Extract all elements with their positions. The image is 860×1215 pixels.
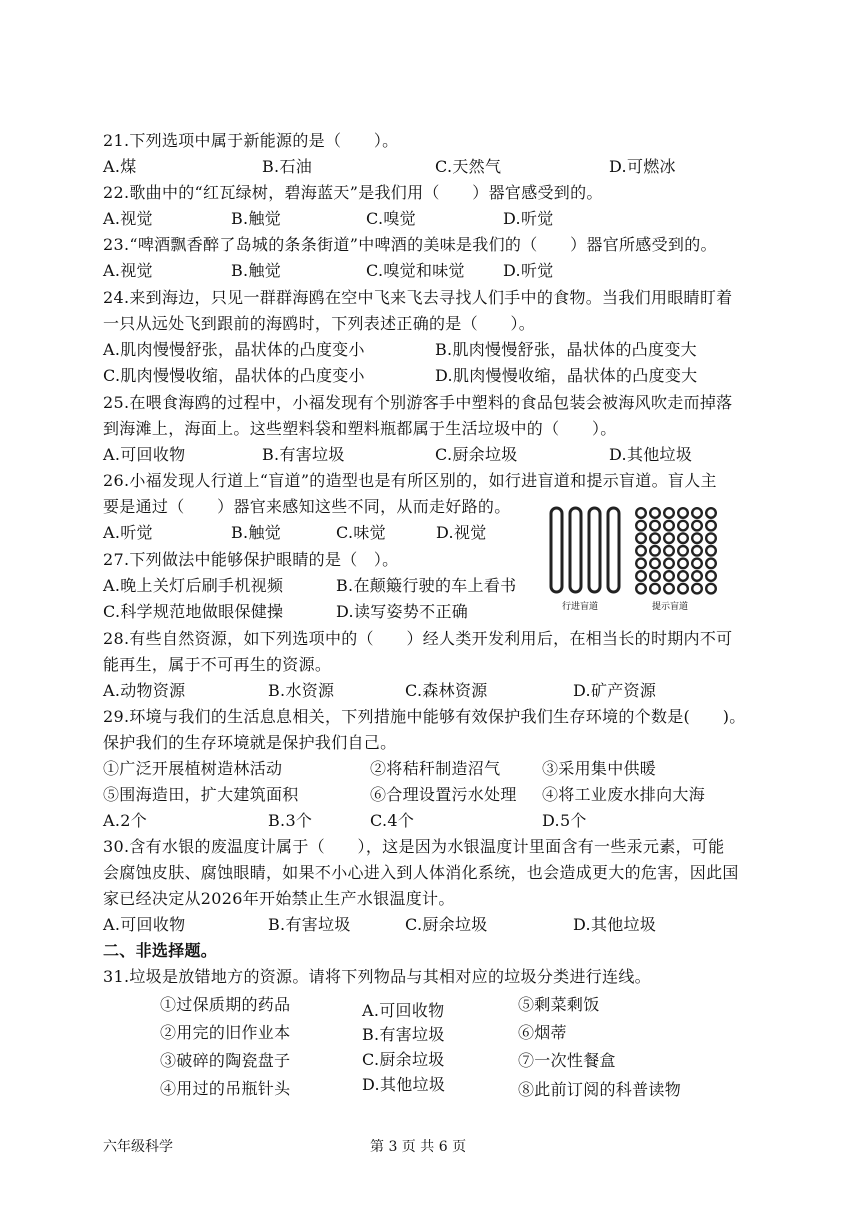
q25-option-b: B.有害垃圾 (262, 445, 345, 464)
q31-category: C.厨余垃圾 (362, 1050, 445, 1069)
warning-dot (678, 546, 688, 556)
warning-dot (650, 508, 660, 518)
q23-stem: 23.“啤酒飘香醉了岛城的条条街道”中啤酒的美味是我们的（ ）器官所感受到的。 (103, 235, 717, 254)
q22-option-c: C.嗅觉 (366, 209, 416, 228)
q29-option-d: D.5个 (542, 811, 587, 830)
warning-dot (678, 559, 688, 569)
q28-stem-1: 28.有些自然资源，如下列选项中的（ ）经人类开发利用后，在相当长的时期内不可 (103, 629, 733, 648)
q31-right-item: ⑦一次性餐盒 (518, 1051, 616, 1070)
warning-dot (706, 533, 716, 543)
warning-dot (678, 521, 688, 531)
q31-left-item: ③破碎的陶瓷盘子 (160, 1051, 291, 1070)
warning-dot (664, 584, 674, 594)
warning-dot (678, 533, 688, 543)
warning-dot (636, 521, 646, 531)
q29-item-1: ①广泛开展植树造林活动 (103, 759, 283, 778)
warning-dot (650, 533, 660, 543)
q29-item-6: ⑥合理设置污水处理 (370, 785, 517, 804)
guiding-paving-label: 行进盲道 (562, 602, 599, 612)
q31-right-item: ⑧此前订阅的科普读物 (518, 1080, 682, 1099)
q29-item-4: ④将工业废水排向大海 (542, 785, 706, 804)
warning-dot (636, 571, 646, 581)
q29-option-c: C.4个 (370, 811, 415, 830)
q28-stem-2: 能再生，属于不可再生的资源。 (103, 655, 332, 674)
q30-option-b: B.有害垃圾 (268, 915, 351, 934)
q22-stem: 22.歌曲中的“红瓦绿树，碧海蓝天”是我们用（ ）器官感受到的。 (103, 183, 603, 202)
q29-option-a: A.2个 (103, 811, 148, 830)
q28-option-c: C.森林资源 (405, 681, 488, 700)
q21-option-d: D.可燃冰 (609, 157, 676, 176)
q31-category: B.有害垃圾 (362, 1025, 445, 1044)
warning-dot (636, 584, 646, 594)
q27-option-d: D.读写姿势不正确 (336, 602, 469, 621)
q27-option-c: C.科学规范地做眼保健操 (103, 602, 284, 621)
q30-stem-1: 30.含有水银的废温度计属于（ ），这是因为水银温度计里面含有一些汞元素，可能 (103, 837, 725, 856)
warning-dot (678, 571, 688, 581)
q29-stem-1: 29.环境与我们的生活息息相关，下列措施中能够有效保护我们生存环境的个数是( )。 (103, 707, 746, 726)
warning-dot (692, 521, 702, 531)
footer-subject: 六年级科学 (103, 1139, 173, 1155)
warning-dot (692, 546, 702, 556)
q25-option-d: D.其他垃圾 (609, 445, 693, 464)
q24-stem-1: 24.来到海边，只见一群群海鸥在空中飞来飞去寻找人们手中的食物。当我们用眼睛盯着 (103, 288, 733, 307)
section-heading: 二、非选择题。 (103, 941, 218, 960)
q31-category: D.其他垃圾 (362, 1075, 446, 1094)
q25-stem-2: 到海滩上，海面上。这些塑料袋和塑料瓶都属于生活垃圾中的（ ）。 (103, 419, 617, 438)
warning-dot (678, 508, 688, 518)
q30-stem-2: 会腐蚀皮肤、腐蚀眼睛，如果不小心进入到人体消化系统，也会造成更大的危害，因此国 (103, 863, 739, 882)
warning-paving-label: 提示盲道 (652, 602, 689, 612)
q23-option-d: D.听觉 (503, 261, 554, 280)
warning-dot (664, 533, 674, 543)
q26-option-b: B.触觉 (231, 523, 282, 542)
warning-dot (636, 546, 646, 556)
q24-option-c: C.肌肉慢慢收缩，晶状体的凸度变小 (103, 366, 365, 385)
warning-dot (664, 559, 674, 569)
warning-dot (664, 521, 674, 531)
q26-option-a: A.听觉 (103, 523, 153, 542)
q31-right-item: ⑤剩菜剩饭 (518, 995, 600, 1014)
q22-option-d: D.听觉 (503, 209, 554, 228)
q27-stem: 27.下列做法中能够保护眼睛的是（ ）。 (103, 550, 399, 569)
warning-dot (650, 521, 660, 531)
warning-dot (706, 521, 716, 531)
q23-option-b: B.触觉 (231, 261, 282, 280)
warning-dot (636, 508, 646, 518)
q24-option-b: B.肌肉慢慢舒张，晶状体的凸度变大 (435, 340, 697, 359)
q22-option-a: A.视觉 (103, 209, 153, 228)
warning-dot (650, 559, 660, 569)
warning-dot (706, 584, 716, 594)
q21-option-c: C.天然气 (435, 157, 502, 176)
q23-option-c: C.嗅觉和味觉 (366, 261, 465, 280)
warning-dot (636, 533, 646, 543)
q22-option-b: B.触觉 (231, 209, 282, 228)
q21-option-b: B.石油 (262, 157, 313, 176)
footer-page-number: 第 3 页 共 6 页 (370, 1139, 467, 1155)
tactile-paving-figure (548, 505, 722, 613)
q29-item-5: ⑤围海造田，扩大建筑面积 (103, 785, 299, 804)
q30-option-d: D.其他垃圾 (573, 915, 657, 934)
q30-option-c: C.厨余垃圾 (405, 915, 488, 934)
warning-dot (692, 533, 702, 543)
q25-stem-1: 25.在喂食海鸥的过程中，小福发现有个别游客手中塑料的食品包装会被海风吹走而掉落 (103, 393, 733, 412)
q26-option-d: D.视觉 (436, 523, 487, 542)
q29-stem-2: 保护我们的生存环境就是保护我们自己。 (103, 733, 397, 752)
q24-option-a: A.肌肉慢慢舒张，晶状体的凸度变小 (103, 340, 365, 359)
warning-dot (664, 508, 674, 518)
warning-dot (664, 546, 674, 556)
warning-dot (650, 546, 660, 556)
q21-option-a: A.煤 (103, 157, 137, 176)
q26-option-c: C.味觉 (336, 523, 386, 542)
warning-dot (692, 571, 702, 581)
guiding-paving-image (551, 508, 619, 592)
q23-option-a: A.视觉 (103, 261, 153, 280)
warning-dot (706, 559, 716, 569)
warning-dot (678, 584, 688, 594)
q25-option-c: C.厨余垃圾 (435, 445, 518, 464)
warning-paving-image (636, 508, 716, 593)
q31-right-item: ⑥烟蒂 (518, 1023, 567, 1042)
warning-dot (636, 559, 646, 569)
q31-left-item: ①过保质期的药品 (160, 995, 291, 1014)
q28-option-a: A.动物资源 (103, 681, 186, 700)
warning-dot (692, 559, 702, 569)
warning-dot (692, 584, 702, 594)
q30-stem-3: 家已经决定从2026年开始禁止生产水银温度计。 (103, 889, 455, 908)
warning-dot (706, 546, 716, 556)
q21-stem: 21.下列选项中属于新能源的是（ ）。 (103, 131, 399, 150)
q28-option-b: B.水资源 (268, 681, 335, 700)
q31-left-item: ④用过的吊瓶针头 (160, 1079, 291, 1098)
q29-option-b: B.3个 (268, 811, 313, 830)
warning-dot (650, 571, 660, 581)
q24-option-d: D.肌肉慢慢收缩，晶状体的凸度变大 (435, 366, 698, 385)
q24-stem-2: 一只从远处飞到跟前的海鸥时，下列表述正确的是（ ）。 (103, 314, 536, 333)
q27-option-a: A.晚上关灯后刷手机视频 (103, 576, 284, 595)
q31-category: A.可回收物 (362, 1001, 445, 1020)
warning-dot (692, 508, 702, 518)
warning-dot (650, 584, 660, 594)
q29-item-2: ②将秸秆制造沼气 (370, 759, 501, 778)
warning-dot (706, 508, 716, 518)
q26-stem-1: 26.小福发现人行道上“盲道”的造型也是有所区别的，如行进盲道和提示盲道。盲人主 (103, 471, 717, 490)
q31-left-item: ②用完的旧作业本 (160, 1023, 291, 1042)
q26-stem-2: 要是通过（ ）器官来感知这些不同，从而走好路的。 (103, 497, 511, 516)
q29-item-3: ③采用集中供暖 (542, 759, 657, 778)
q27-option-b: B.在颠簸行驶的车上看书 (336, 576, 517, 595)
q31-stem: 31.垃圾是放错地方的资源。请将下列物品与其相对应的垃圾分类进行连线。 (103, 967, 651, 986)
q25-option-a: A.可回收物 (103, 445, 186, 464)
q28-option-d: D.矿产资源 (573, 681, 657, 700)
warning-dot (706, 571, 716, 581)
q30-option-a: A.可回收物 (103, 915, 186, 934)
warning-dot (664, 571, 674, 581)
